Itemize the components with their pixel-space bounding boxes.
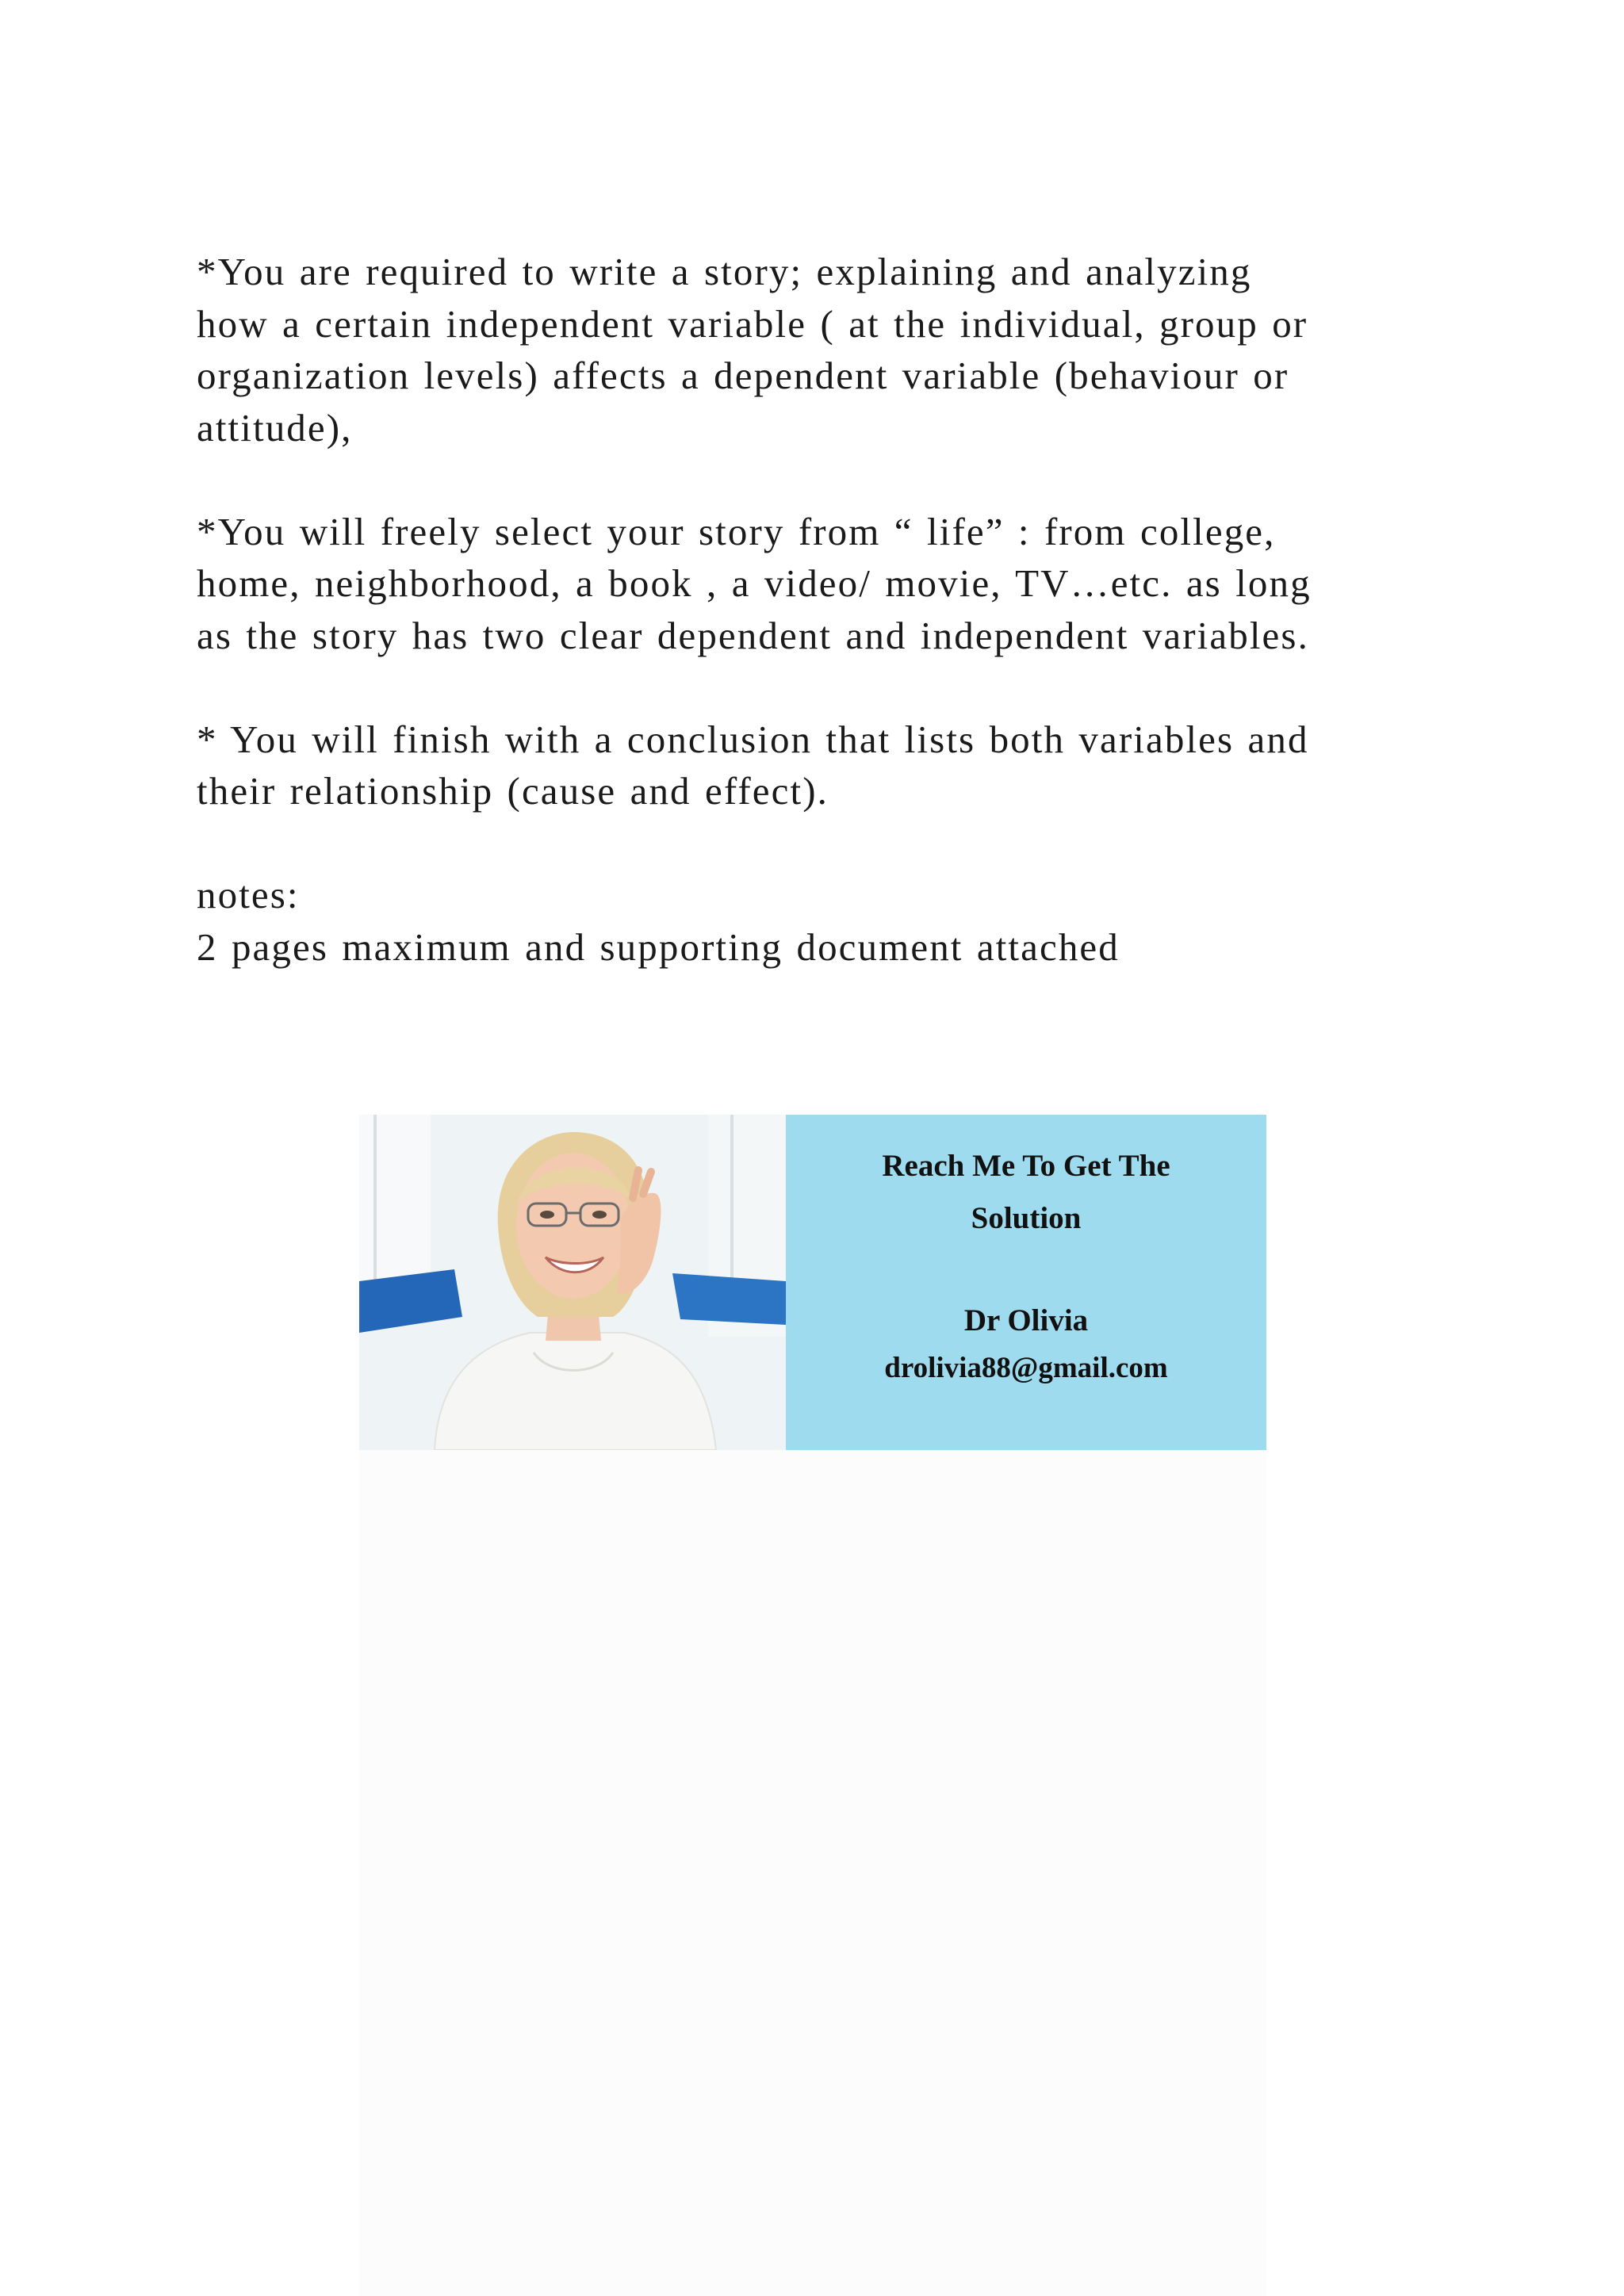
text-line: * You will finish with a conclusion that lists both variables and (197, 717, 1309, 761)
text-line: as the story has two clear dependent and independent variables. (197, 613, 1309, 657)
text-line: *You will freely select your story from “ life” : from college, (197, 509, 1276, 553)
text-line: organization levels) affects a dependent variable (behaviour or (197, 354, 1289, 397)
paragraph-conclusion (197, 714, 1434, 817)
assignment-text (197, 246, 1434, 973)
contact-name: Dr Olivia (963, 1303, 1089, 1337)
paragraph-instructions (197, 246, 1434, 453)
text-line: their relationship (cause and effect). (197, 769, 829, 813)
woman-portrait-photo (359, 1115, 786, 1450)
text-line: how a certain independent variable ( at the individual, group or (197, 301, 1308, 346)
call-to-action (786, 1140, 1266, 1245)
cta-line: Solution (971, 1201, 1082, 1235)
contact-info-panel (786, 1115, 1266, 1450)
paragraph-story-source (197, 506, 1434, 662)
notes-heading: notes: (197, 873, 300, 916)
text-line: 2 pages maximum and supporting document attached (197, 924, 1120, 969)
text-line: home, neighborhood, a book , a video/ movie, TV…etc. as long (197, 561, 1312, 605)
text-line: attitude), (197, 405, 353, 450)
contact-banner (359, 1115, 1266, 1450)
contact-email: drolivia88@gmail.com (884, 1352, 1168, 1384)
blank-image-area (359, 1450, 1266, 2296)
cta-line: Reach Me To Get The (882, 1149, 1170, 1183)
portrait-illustration (359, 1115, 786, 1450)
paragraph-notes (197, 869, 1434, 973)
text-line: *You are required to write a story; explaining and analyzing (197, 250, 1252, 293)
